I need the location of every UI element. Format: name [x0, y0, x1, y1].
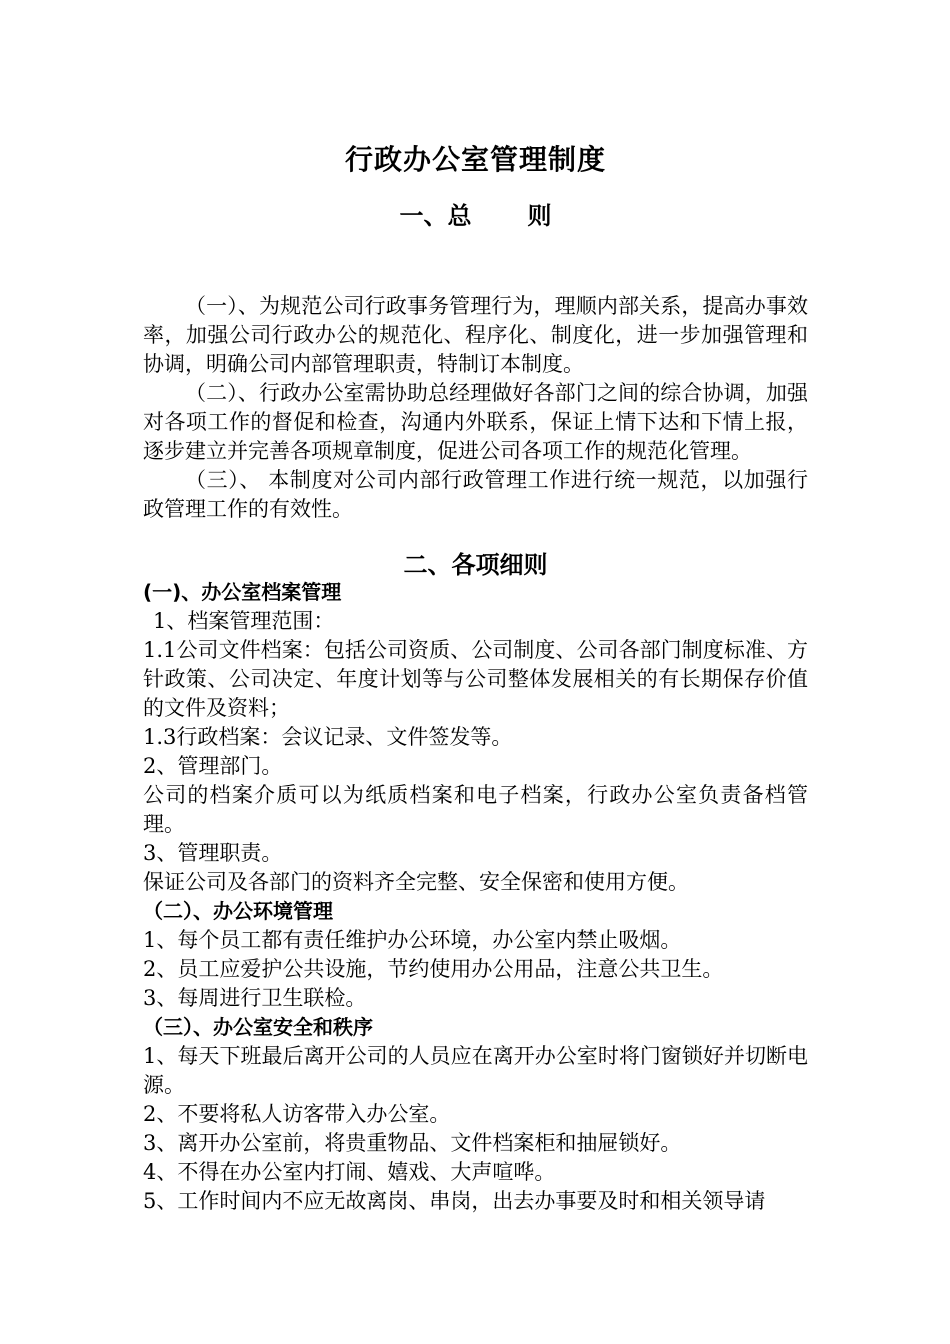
list-item: 3、离开办公室前，将贵重物品、文件档案柜和抽屉锁好。	[143, 1131, 682, 1155]
section-heading-environment: （二）、办公环境管理	[143, 899, 333, 923]
details-section	[143, 578, 808, 1216]
list-item: 4、不得在办公室内打闹、嬉戏、大声喧哗。	[143, 1160, 556, 1184]
list-item: 1、档案管理范围：	[153, 609, 335, 633]
list-item: 1.1公司文件档案：包括公司资质、公司制度、公司各部门制度标准、方针政策、公司决定、年度计划等与公司整体发展相关的有长期保存价值的文件及资料；	[143, 638, 808, 720]
list-item: 2、不要将私人访客带入办公室。	[143, 1102, 451, 1126]
list-item: 5、工作时间内不应无故离岗、串岗，出去办事要及时和相关领导请	[143, 1189, 766, 1213]
chapter-heading-general	[143, 199, 808, 233]
document-title: 行政办公室管理制度	[344, 143, 606, 176]
paragraph: 保证公司及各部门的资料齐全完整、安全保密和使用方便。	[143, 870, 689, 894]
list-item: 2、管理部门。	[143, 754, 283, 778]
list-item: 2、员工应爱护公共设施，节约使用办公用品，注意公共卫生。	[143, 957, 724, 981]
chapter-heading-details: 二、各项细则	[403, 551, 548, 579]
intro-section	[143, 292, 808, 524]
chapter-heading-general-prefix: 一、总	[399, 202, 472, 230]
list-item: 3、每周进行卫生联检。	[143, 986, 367, 1010]
intro-paragraph: （二）、行政办公室需协助总经理做好各部门之间的综合协调，加强对各项工作的督促和检查，沟通内外联系，保证上情下达和下情上报，逐步建立并完善各项规章制度，促进公司各项工作的规范化管理。	[143, 381, 808, 463]
list-item: 3、管理职责。	[143, 841, 283, 865]
section-heading-security: （三）、办公室安全和秩序	[143, 1015, 373, 1039]
paragraph: 公司的档案介质可以为纸质档案和电子档案，行政办公室负责备档管理。	[143, 783, 808, 836]
intro-paragraph: （一）、为规范公司行政事务管理行为，理顺内部关系，提高办事效率，加强公司行政办公的规范化、程序化、制度化，进一步加强管理和协调，明确公司内部管理职责，特制订本制度。	[143, 294, 808, 376]
list-item: 1、每天下班最后离开公司的人员应在离开办公室时将门窗锁好并切断电源。	[143, 1044, 808, 1097]
list-item: 1、每个员工都有责任维护办公环境，办公室内禁止吸烟。	[143, 928, 682, 952]
chapter-heading-general-suffix: 则	[527, 202, 552, 230]
list-item: 1.3行政档案：会议记录、文件签发等。	[143, 725, 513, 749]
intro-paragraph: （三）、 本制度对公司内部行政管理工作进行统一规范，以加强行政管理工作的有效性。	[143, 468, 808, 521]
section-heading-archives: (一)、办公室档案管理	[143, 580, 342, 604]
